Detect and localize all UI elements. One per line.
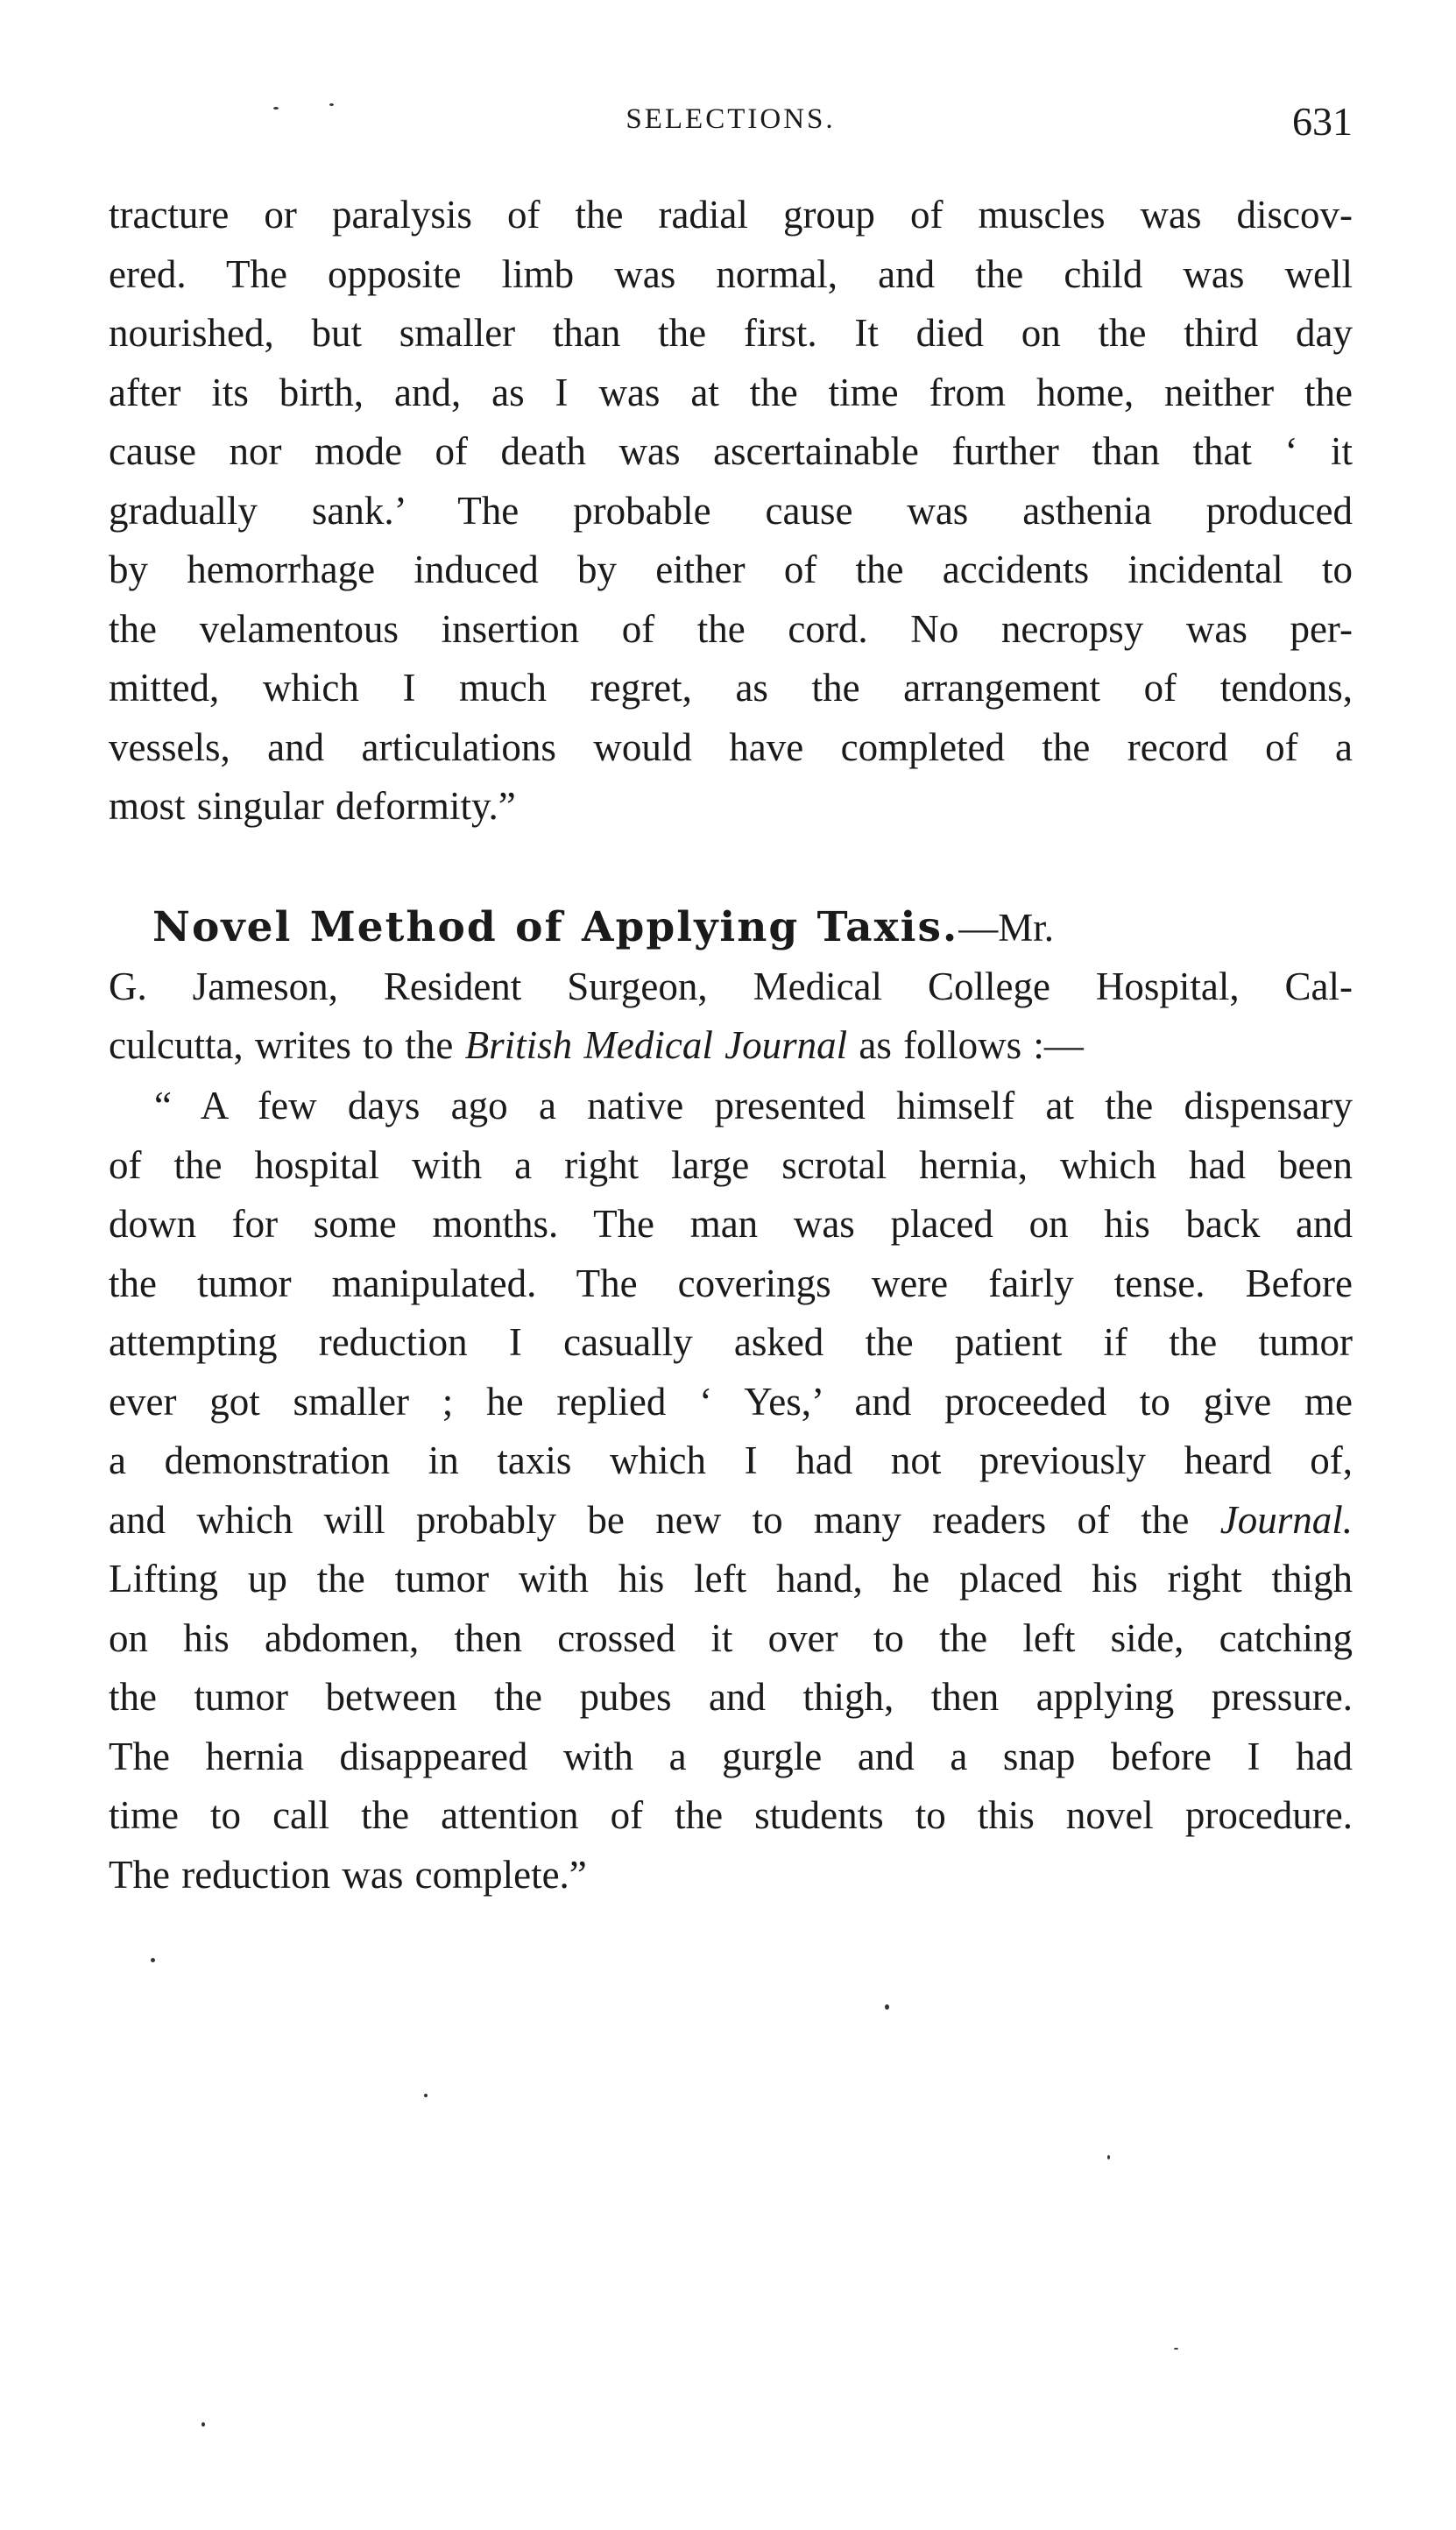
scan-speck (424, 2094, 428, 2097)
scan-speck (885, 2004, 889, 2010)
text-span: as follows :— (847, 1023, 1084, 1067)
text-line: The reduction was complete.” (109, 1852, 587, 1897)
text-line: most singular deformity.” (109, 784, 516, 828)
text-line (109, 1491, 1353, 1551)
text-line: mitted, which I much regret, as the arrangement of tendons, (109, 666, 1353, 710)
scan-speck (329, 103, 334, 106)
text-line: attempting reduction I casually asked the patient if the tumor (109, 1320, 1353, 1364)
scan-speck (1174, 2348, 1178, 2350)
text-line: vessels, and articulations would have completed the record of a (109, 724, 1353, 769)
text-line: cause nor mode of death was ascertainable further than that ‘ it (109, 429, 1353, 473)
continued-paragraph (109, 186, 1353, 837)
text-line (109, 1016, 1353, 1076)
page-number: 631 (1292, 99, 1353, 144)
text-line: ered. The opposite limb was normal, and the child was well (109, 251, 1353, 296)
running-title: SELECTIONS. (626, 103, 836, 135)
scan-speck (201, 2422, 205, 2427)
text-line: the tumor between the pubes and thigh, then applying pressure. (109, 1675, 1353, 1719)
article-heading-dash: —Mr. (958, 906, 1055, 950)
text-line: Lifting up the tumor with his left hand, he placed his right thigh (109, 1557, 1353, 1601)
journal-name: Journal. (1219, 1497, 1353, 1542)
text-line: nourished, but smaller than the first. It died on the third day (109, 311, 1353, 355)
running-head (109, 99, 1353, 156)
text-line: “ A few days ago a native presented himself at the dispensary (154, 1084, 1353, 1127)
text-line: G. Jameson, Resident Surgeon, Medical College Hospital, Cal- (109, 964, 1353, 1008)
text-line: The hernia disappeared with a gurgle and a snap before I had (109, 1734, 1353, 1778)
scan-speck (1107, 2155, 1110, 2159)
text-line: the velamentous insertion of the cord. No necropsy was per- (109, 606, 1353, 651)
text-line: by hemorrhage induced by either of the accidents incidental to (109, 548, 1353, 591)
journal-name: British Medical Journal (464, 1023, 848, 1067)
text-line: the tumor manipulated. The coverings were fairly tense. Before (109, 1261, 1353, 1305)
article-heading-line (109, 898, 1353, 958)
article-heading: Novel Method of Applying Taxis. (152, 903, 959, 951)
article-intro (109, 898, 1353, 1076)
scan-speck (151, 1958, 155, 1962)
text-line: tracture or paralysis of the radial group of muscles was discov- (109, 193, 1353, 237)
text-line: after its birth, and, as I was at the time from home, neither the (109, 370, 1353, 414)
quoted-paragraph (109, 1077, 1353, 1905)
text-line: a demonstration in taxis which I had not previously heard of, (109, 1438, 1353, 1482)
text-line: down for some months. The man was placed on his back and (109, 1202, 1353, 1246)
scan-speck (273, 107, 279, 110)
text-line: ever got smaller ; he replied ‘ Yes,’ and proceeded to give me (109, 1379, 1353, 1424)
text-line: of the hospital with a right large scrotal hernia, which had been (109, 1142, 1353, 1187)
text-line: on his abdomen, then crossed it over to the left side, catching (109, 1615, 1353, 1660)
text-line: gradually sank.’ The probable cause was asthenia produced (109, 488, 1353, 533)
text-span: and which will probably be new to many readers of the (109, 1497, 1220, 1542)
text-span: culcutta, writes to the (109, 1023, 465, 1067)
text-line: time to call the attention of the students to this novel procedure. (109, 1793, 1353, 1837)
